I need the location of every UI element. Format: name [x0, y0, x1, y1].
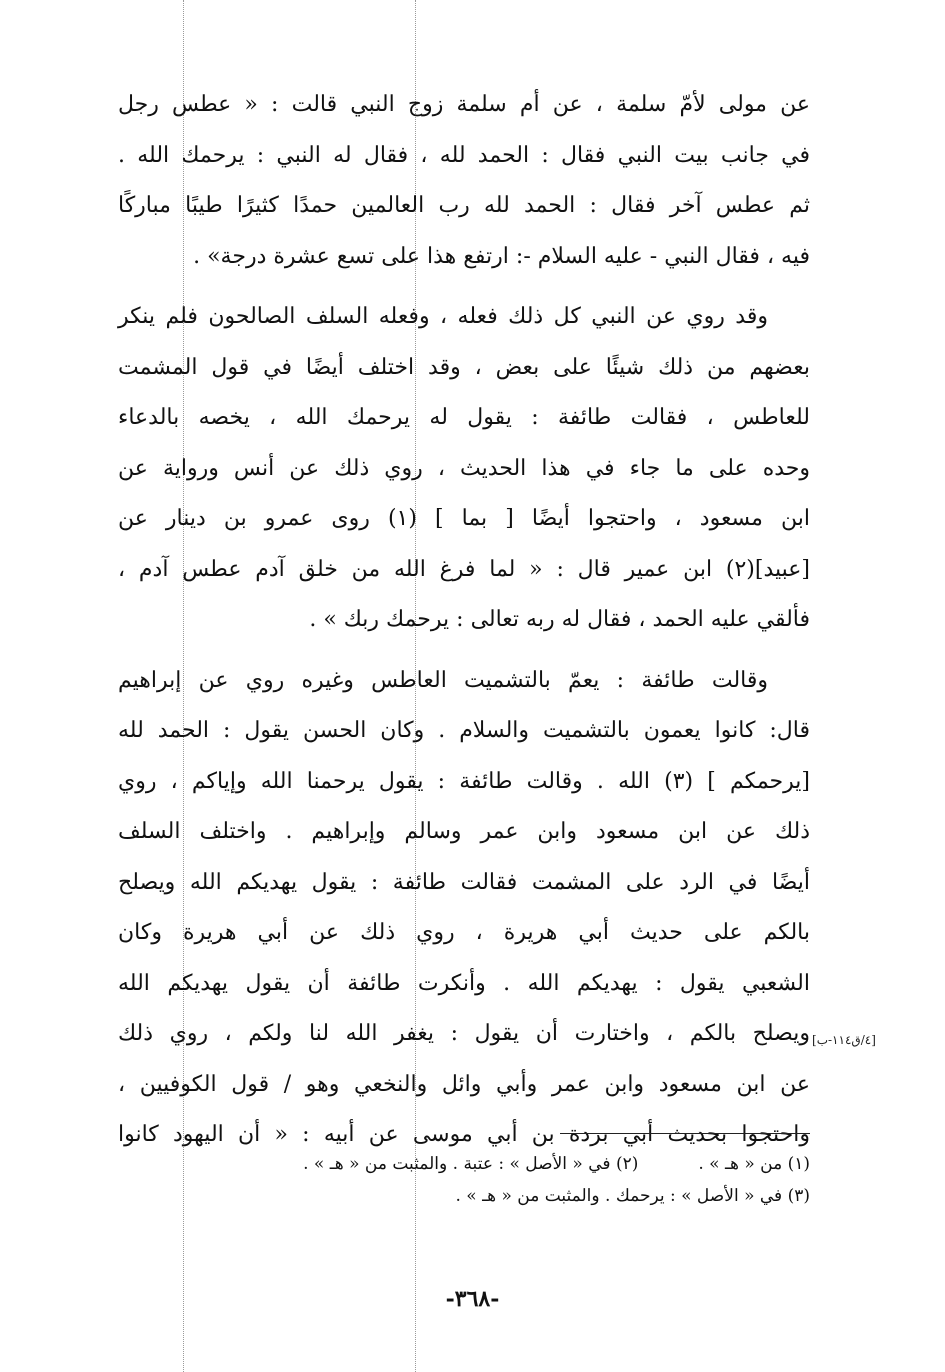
text-line: بعضهم من ذلك شيئًا على بعض ، وقد اختلف أيضًا في قول المشمت [118, 354, 810, 380]
text-line: الشعبي يقول : يهديكم الله . وأنكرت طائفة أن يقول يهديكم الله [118, 970, 810, 996]
footnotes [140, 1148, 810, 1212]
footnote-row [140, 1180, 810, 1212]
text-line: [يرحمكم ] (٣) الله . وقالت طائفة : يقول يرحمنا الله وإياكم ، روي [118, 768, 810, 794]
text-line: ثم عطس آخر فقال : الحمد لله رب العالمين حمدًا كثيرًا طيبًا مباركًا [118, 193, 810, 218]
paragraph-3 [118, 656, 810, 1161]
footnote-row [140, 1148, 810, 1180]
text-line: وحده على ما جاء في هذا الحديث ، روي ذلك عن أنس ورواية عن [118, 455, 810, 481]
text-line: عن مولى لأمّ سلمة ، عن أم سلمة زوج النبي قالت : « عطس رجل [118, 92, 810, 117]
text-line: عن ابن مسعود وابن عمر وأبي وائل والنخعي وهو / قول الكوفيين ، [118, 1071, 810, 1097]
footnote-1: (١) من « هـ » . [698, 1154, 810, 1174]
text-line: ابن مسعود ، واحتجوا أيضًا [ بما ] (١) روى عمرو بن دينار عن [118, 506, 810, 531]
text-line: بالكم على حديث أبي هريرة ، روي ذلك عن أبي هريرة وكان [118, 920, 810, 945]
text-line: قال: كانوا يعمون بالتشميت والسلام . وكان الحسن يقول : الحمد لله [118, 718, 810, 743]
text-line: [عبيد](٢) ابن عمير قال : « لما فرغ الله من خلق آدم عطس آدم ، [118, 556, 810, 582]
text-line: أيضًا في الرد على المشمت فقالت طائفة : يقول يهديكم الله ويصلح [118, 869, 810, 895]
text-line: وقالت طائفة : يعمّ بالتشميت العاطس وغيره روي عن إبراهيم [118, 667, 768, 693]
page-number: -٣٦٨- [445, 1286, 500, 1312]
footnote-2: (٢) في « الأصل » : عتبة . والمثبت من « هـ » . [303, 1154, 639, 1174]
text-line: واحتجوا بحديث أبي بردة بن أبي موسى عن أبيه : « أن اليهود كانوا [118, 1122, 810, 1147]
footnote-3: (٣) في « الأصل » : يرحمك . والمثبت من « هـ » . [455, 1186, 810, 1206]
text-line: وقد روي عن النبي كل ذلك فعله ، وفعله السلف الصالحون فلم ينكر [118, 304, 768, 329]
paragraph-1 [118, 80, 810, 282]
paragraph-2 [118, 292, 810, 646]
text-line: ويصلح بالكم ، واختارت أن يقول : يغفر الله لنا ولكم ، روي ذلك [118, 1021, 810, 1046]
footnote-separator [560, 1133, 810, 1134]
text-line: في جانب بيت النبي فقال : الحمد لله ، فقال له النبي : يرحمك الله . [118, 142, 810, 168]
text-line: فألقي عليه الحمد ، فقال له ربه تعالى : يرحمك ربك » . [309, 607, 810, 632]
main-text [118, 80, 810, 1171]
text-line: ذلك عن ابن مسعود وابن عمر وسالم وإبراهيم . واختلف السلف [118, 819, 810, 844]
text-line: فيه ، فقال النبي - عليه السلام -: ارتفع هذا على تسع عشرة درجة» . [193, 243, 810, 269]
manuscript-folio-note: [٤/ق١١٤-ب] [812, 1033, 876, 1047]
text-line: للعاطس ، فقالت طائفة : يقول له يرحمك الله ، يخصه بالدعاء [118, 405, 810, 430]
